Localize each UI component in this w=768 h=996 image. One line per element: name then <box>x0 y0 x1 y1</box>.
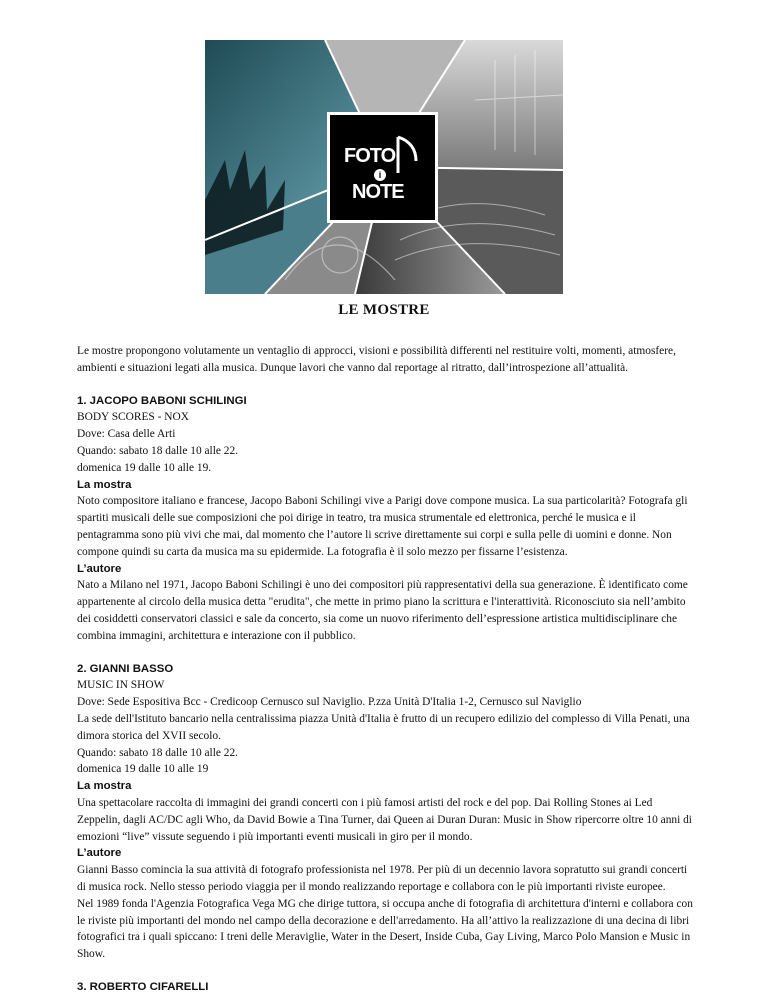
section-line: La sede dell'Istituto bancario nella centralissima piazza Unità d'Italia è frutto di un recupero edilizio del complesso di Villa Penati, una dimora storica del XVII secolo. <box>77 712 690 742</box>
section-line: Dove: Casa delle Arti <box>77 428 176 441</box>
document-body <box>77 343 697 996</box>
section-line: Quando: sabato 18 dalle 10 alle 22. <box>77 746 239 759</box>
section-line: domenica 19 dalle 10 alle 19 <box>77 763 209 776</box>
section-title: 3. ROBERTO CIFARELLI <box>77 980 209 993</box>
page-title: LE MOSTRE <box>338 302 430 318</box>
autore-paragraph: Gianni Basso comincia la sua attività di fotografo professionista nel 1978. Per più di un decennio lavora sopratutto sui grandi concerti di musica rock. Nello stesso periodo viaggia per il mondo realizzando reportage e collabora con le più importanti riviste europee. <box>77 864 688 893</box>
mostra-paragraph: Noto compositore italiano e francese, Jacopo Baboni Schilingi vive a Parigi dove compone musica. La sua particolarità? Fotografa gli spartiti musicali delle sue composizioni che poi dirige in teatro, tra musica strumentale ed elettronica, perché le musica e il pentagramma sono più vivi che mai, dal momento che l’autore li scrive direttamente sui corpi e sulla pelle di uomini e donne. Non compone quindi su carta da musica ma su epidermide. La fotografia è il solo mezzo per fissarne l’esistenza. <box>77 495 688 558</box>
section-title: 1. JACOPO BABONI SCHILINGI <box>77 394 247 407</box>
autore-heading: L’autore <box>77 847 122 860</box>
autore-paragraph: Nato a Milano nel 1971, Jacopo Baboni Schilingi è uno dei compositori più rappresentativi della sua generazione. È identificato come appartenente al circolo della musica detta "erudita", che mette in primo piano la scrittura e l'interattività. Riconosciuto sia nell’ambito dei cosiddetti conservatori classici e sale da concerto, sia come un nuovo riferimento dell’espressione artistica multidisciplinare che combina immagini, architettura e interazione con il pubblico. <box>77 579 688 642</box>
intro-paragraph: Le mostre propongono volutamente un ventaglio di approcci, visioni e possibilità differenti nel restituire volti, momenti, atmosfere, ambienti e situazioni legati alla musica. Dunque lavori che vanno dal reportage al ritratto, dall’introspezione all’attualità. <box>77 345 676 374</box>
section-line: MUSIC IN SHOW <box>77 679 165 692</box>
banner-collage-image <box>205 40 563 294</box>
section-line: Quando: sabato 18 dalle 10 alle 22. <box>77 444 239 457</box>
music-note-icon <box>392 133 422 183</box>
foto-i-note-logo: FOTO i NOTE <box>327 112 438 223</box>
autore-paragraph: Nel 1989 fonda l'Agenzia Fotografica Vega MG che dirige tuttora, si occupa anche di fotografia di architettura d'interni e collabora con le riviste più importanti del mondo nel campo della decorazione e dell'arredamento. Ha all’attivo la realizzazione di una decina di libri fotografici tra i quali spiccano: I treni delle Meraviglie, Water in the Desert, Inside Cuba, Gay Living, Marco Polo Mansion e Music in Show. <box>77 897 693 961</box>
mostra-heading: La mostra <box>77 478 132 491</box>
section-line: BODY SCORES - NOX <box>77 411 189 424</box>
section-line: Dove: Sede Espositiva Bcc - Credicoop Cernusco sul Naviglio. P.zza Unità D'Italia 1-2, Cernusco sul Naviglio <box>77 696 582 709</box>
section-line: domenica 19 dalle 10 alle 19. <box>77 461 212 474</box>
autore-heading: L’autore <box>77 562 122 575</box>
mostra-heading: La mostra <box>77 780 132 793</box>
mostra-paragraph: Una spettacolare raccolta di immagini dei grandi concerti con i più famosi artisti del rock e del pop. Dai Rolling Stones ai Led Zeppelin, dagli AC/DC agli Who, da David Bowie a Tina Turner, dai Queen ai Duran Duran: Music in Show ripercorre oltre 10 anni di emozioni “live” vissute seguendo i più importanti eventi musicali in giro per il mondo. <box>77 796 692 843</box>
section-title: 2. GIANNI BASSO <box>77 662 174 675</box>
